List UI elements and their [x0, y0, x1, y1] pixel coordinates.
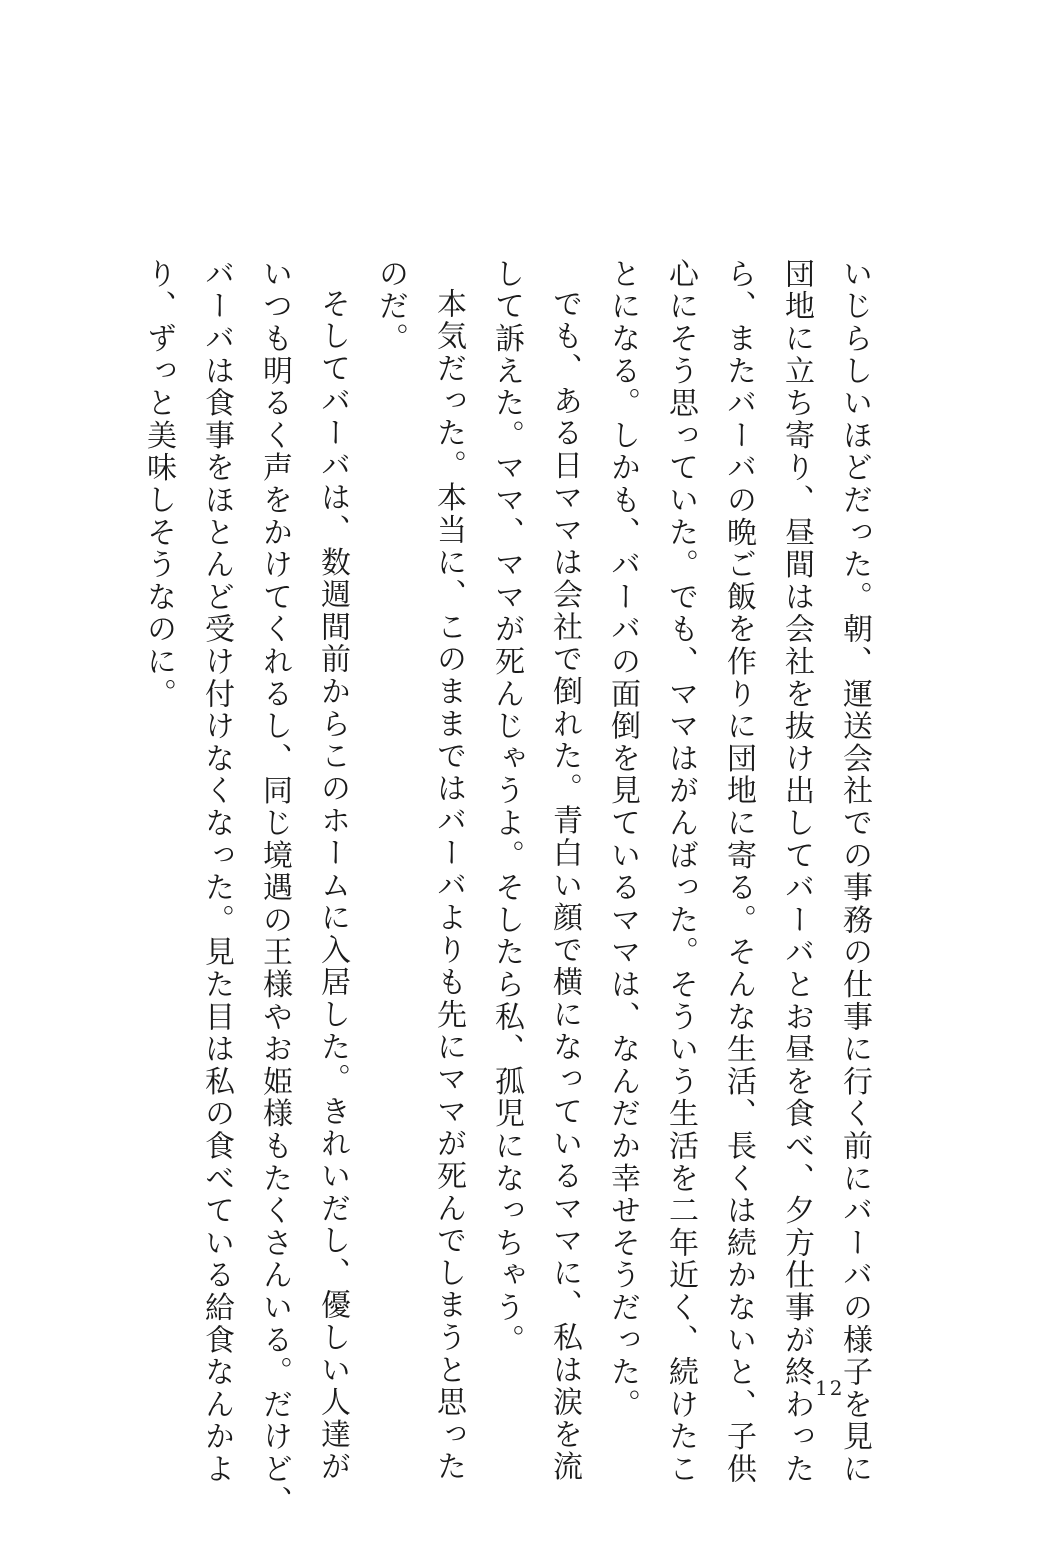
text-line: して訴えた。ママ、ママが死んじゃうよ。そしたら私、孤児になっちゃう。 [489, 258, 524, 1357]
text-line: いじらしいほどだった。朝、運送会社での事務の仕事に行く前にバーバの様子を見に [837, 258, 872, 1486]
text-line: り、ずっと美味しそうなのに。 [141, 258, 176, 711]
text-line: いつも明るく声をかけてくれるし、同じ境遇の王様やお姫様もたくさんいる。だけど、 [257, 258, 292, 1518]
text-line: 団地に立ち寄り、昼間は会社を抜け出してバーバとお昼を食べ、夕方仕事が終わった [779, 258, 814, 1486]
text-line: バーバは食事をほとんど受け付けなくなった。見た目は私の食べている給食なんかよ [199, 258, 234, 1486]
text-line: 心にそう思っていた。でも、ママはがんばった。そういう生活を二年近く、続けたこ [663, 258, 698, 1486]
text-line: ら、またバーバの晩ご飯を作りに団地に寄る。そんな生活、長くは続かないと、子供 [721, 258, 756, 1486]
text-line: とになる。しかも、バーバの面倒を見ているママは、なんだか幸せそうだった。 [605, 258, 640, 1421]
text-line: 本気だった。本当に、このままではバーバよりも先にママが死んでしまうと思った [431, 288, 466, 1484]
page-number: 12 [815, 1376, 845, 1400]
text-line: のだ。 [373, 258, 408, 355]
text-line: そしてバーバは、数週間前からこのホームに入居した。きれいだし、優しい人達が [315, 288, 350, 1484]
text-line: でも、ある日ママは会社で倒れた。青白い顔で横になっているママに、私は涙を流 [547, 288, 582, 1484]
